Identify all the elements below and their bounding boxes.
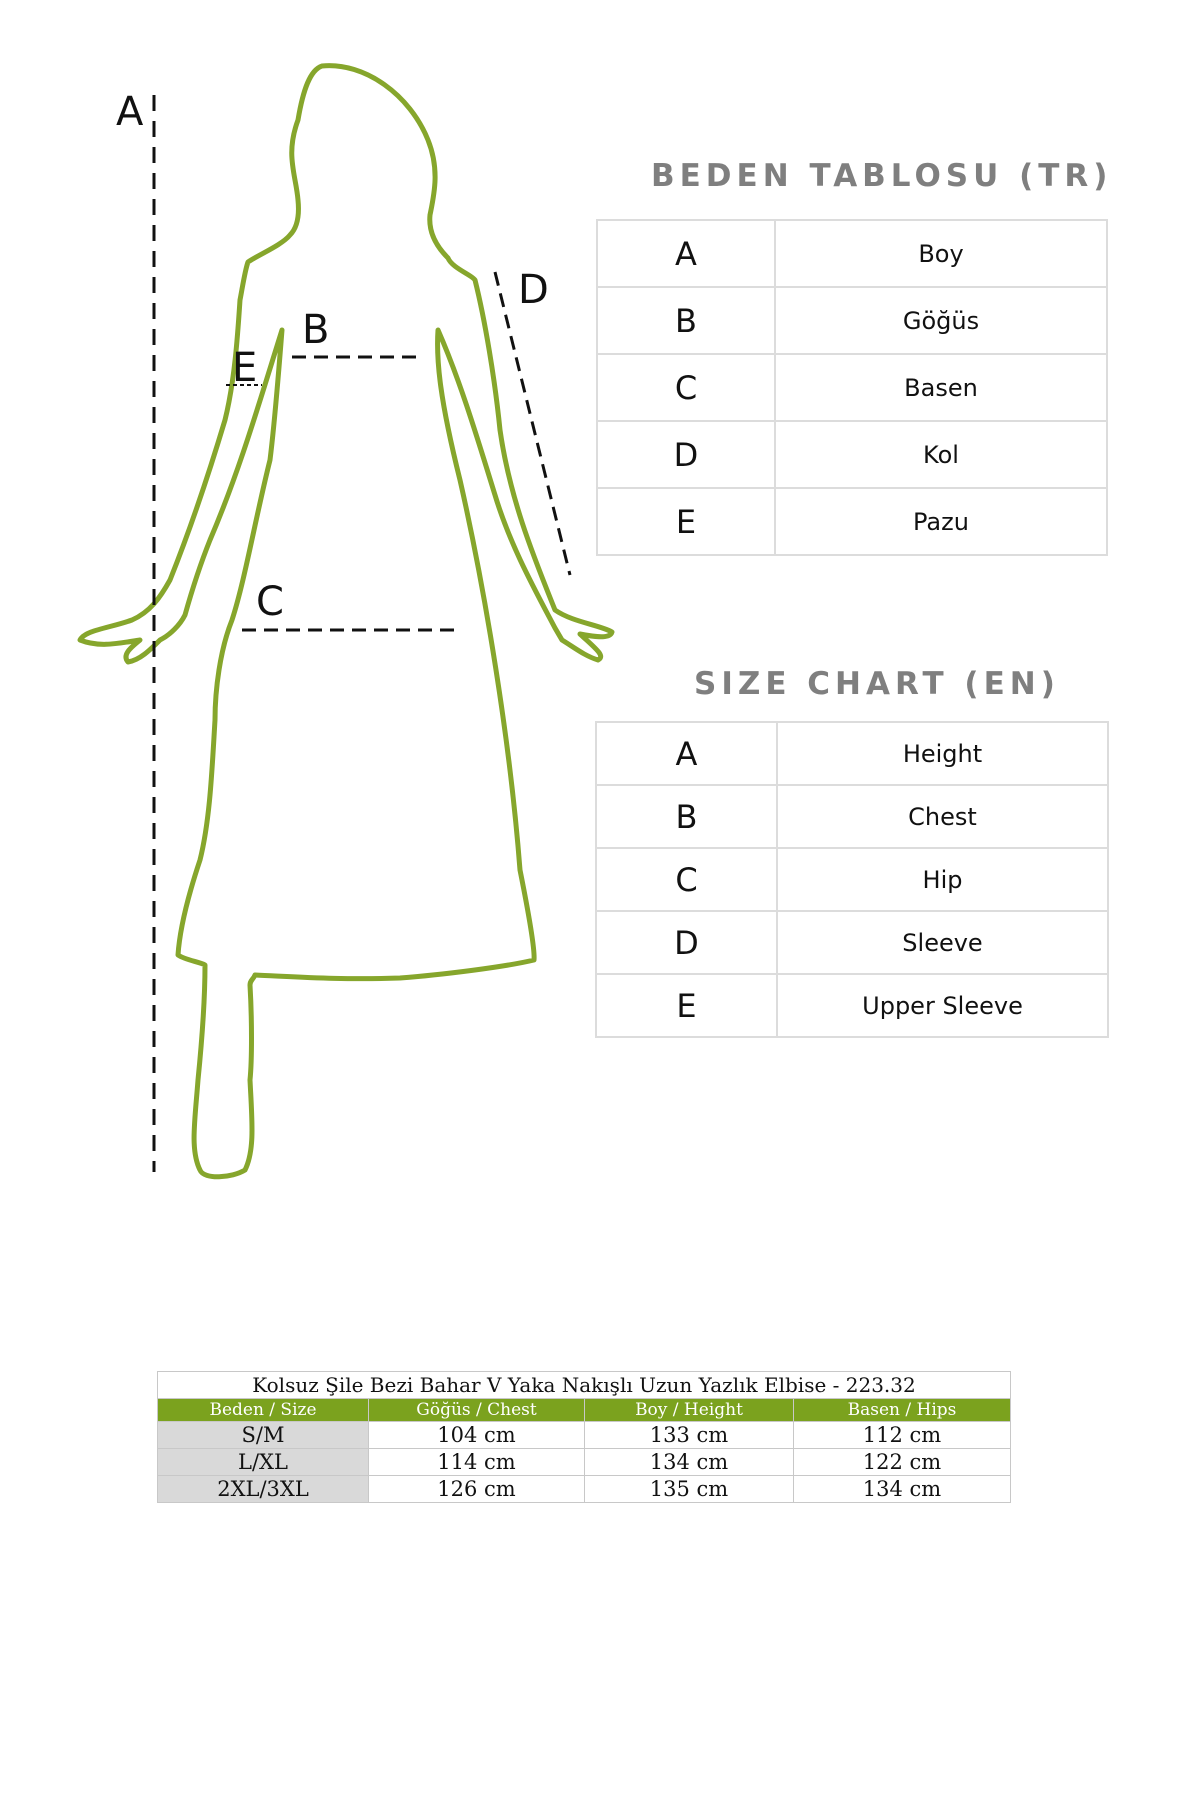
product-size-table	[157, 1371, 1011, 1503]
legend-key: B	[597, 287, 775, 354]
hips-cell: 122 cm	[794, 1449, 1011, 1476]
size-table-title: Kolsuz Şile Bezi Bahar V Yaka Nakışlı Uzun Yazlık Elbise - 223.32	[157, 1371, 1011, 1398]
chest-cell: 104 cm	[369, 1422, 585, 1449]
legend-key: E	[597, 488, 775, 555]
table-row	[597, 287, 1107, 354]
legend-label: Upper Sleeve	[777, 974, 1108, 1037]
marker-a: A	[116, 89, 144, 135]
size-cell: L/XL	[158, 1449, 369, 1476]
header-chest: Göğüs / Chest	[369, 1399, 585, 1422]
marker-b: B	[302, 307, 330, 353]
table-row	[597, 421, 1107, 488]
table-row	[158, 1422, 1011, 1449]
legend-key: D	[596, 911, 777, 974]
measurement-figure	[0, 0, 640, 1200]
silhouette-outline	[80, 66, 612, 1177]
header-height: Boy / Height	[585, 1399, 794, 1422]
table-row	[597, 354, 1107, 421]
table-row	[597, 488, 1107, 555]
legend-key: D	[597, 421, 775, 488]
table-row	[596, 848, 1108, 911]
marker-d: D	[518, 267, 549, 313]
legend-key: A	[596, 722, 777, 785]
en-legend-table	[595, 721, 1109, 1038]
hips-cell: 112 cm	[794, 1422, 1011, 1449]
legend-key: C	[597, 354, 775, 421]
legend-label: Chest	[777, 785, 1108, 848]
table-row	[596, 722, 1108, 785]
legend-label: Height	[777, 722, 1108, 785]
tr-legend-table	[596, 219, 1108, 556]
chest-cell: 126 cm	[369, 1476, 585, 1503]
legend-label: Sleeve	[777, 911, 1108, 974]
height-cell: 134 cm	[585, 1449, 794, 1476]
legend-key: C	[596, 848, 777, 911]
legend-key: E	[596, 974, 777, 1037]
table-row	[597, 220, 1107, 287]
legend-label: Basen	[775, 354, 1107, 421]
legend-key: B	[596, 785, 777, 848]
legend-label: Göğüs	[775, 287, 1107, 354]
dress-silhouette	[0, 0, 640, 1200]
chest-cell: 114 cm	[369, 1449, 585, 1476]
legend-label: Kol	[775, 421, 1107, 488]
legend-key: A	[597, 220, 775, 287]
marker-e: E	[232, 345, 258, 391]
table-row	[596, 911, 1108, 974]
legend-label: Hip	[777, 848, 1108, 911]
marker-c: C	[256, 579, 284, 625]
size-table-header-row	[158, 1399, 1011, 1422]
table-row	[158, 1476, 1011, 1503]
en-chart-title: SIZE CHART (EN)	[694, 666, 1060, 702]
size-cell: S/M	[158, 1422, 369, 1449]
legend-label: Pazu	[775, 488, 1107, 555]
header-size: Beden / Size	[158, 1399, 369, 1422]
tr-chart-title: BEDEN TABLOSU (TR)	[651, 158, 1113, 194]
table-row	[596, 785, 1108, 848]
height-cell: 135 cm	[585, 1476, 794, 1503]
table-row	[596, 974, 1108, 1037]
header-hips: Basen / Hips	[794, 1399, 1011, 1422]
legend-label: Boy	[775, 220, 1107, 287]
size-cell: 2XL/3XL	[158, 1476, 369, 1503]
hips-cell: 134 cm	[794, 1476, 1011, 1503]
height-cell: 133 cm	[585, 1422, 794, 1449]
table-row	[158, 1449, 1011, 1476]
